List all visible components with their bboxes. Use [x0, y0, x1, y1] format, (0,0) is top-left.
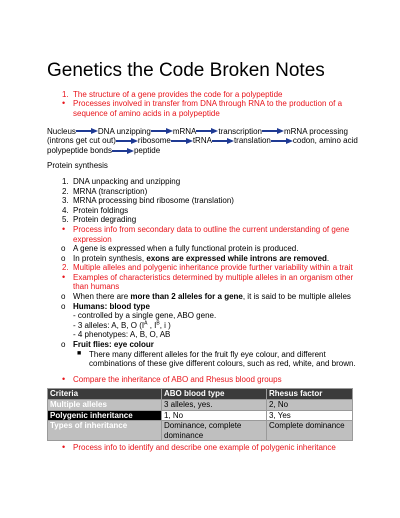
arrow-right-icon: [116, 138, 138, 144]
list-marker: 1.: [62, 89, 69, 99]
list-item: [47, 273, 363, 292]
note-line: - controlled by a single gene, ABO gene.: [73, 311, 217, 321]
list-item-text: Processes involved in transfer from DNA through RNA to the production of a sequence of amino acids in a polypeptide: [73, 99, 343, 118]
comparison-table: [47, 388, 353, 441]
list-item-text: A gene is expressed when a fully functional protein is produced.: [73, 244, 299, 254]
list-item-text: Process info to identify and describe one example of polygenic inheritance: [73, 443, 336, 453]
note-line: - 3 alleles: A, B, O ($I^A$ , $I^B$, i ): [73, 320, 171, 330]
flow-step: mRNA processing (introns get cut out): [47, 126, 348, 146]
flow-step: codon, amino acid: [292, 136, 358, 146]
subheading: Humans: blood type: [73, 301, 150, 311]
list-item-text: Protein foldings: [73, 205, 129, 215]
emphasis-text: exons are expressed while introns are removed: [146, 253, 327, 263]
circle-bullet-icon: o: [61, 292, 66, 302]
arrow-right-icon: [151, 128, 173, 134]
flow-step: mRNA: [172, 126, 197, 136]
flow-step: ribosome: [137, 136, 171, 146]
flow-step: tRNA: [192, 136, 212, 146]
list-item: [47, 187, 363, 197]
list-item: [47, 375, 363, 385]
synthesis-steps: [47, 177, 363, 225]
list-item-text: When there are more than 2 alleles for a gene, it is said to be multiple alleles: [73, 292, 351, 302]
bullet-icon: •: [62, 98, 66, 109]
list-marker: 1.: [62, 176, 69, 186]
table-header-cell: Rhesus factor: [267, 389, 353, 400]
flow-step: Nucleus: [47, 126, 76, 136]
flow-step: translation: [233, 136, 271, 146]
list-marker: 4.: [62, 205, 69, 215]
list-item-text: Multiple alleles and polygenic inheritance provide further variability within a trait: [73, 263, 353, 273]
table-cell: 1, No: [162, 410, 267, 421]
list-item: [47, 206, 363, 216]
table-header-row: [48, 389, 353, 400]
list-item: [47, 196, 363, 206]
list-marker: 5.: [62, 215, 69, 225]
arrow-right-icon: [262, 128, 284, 134]
list-item-text: Process info from secondary data to outline the current understanding of gene expression: [73, 224, 350, 244]
table-cell: 3 alleles, yes.: [162, 400, 267, 411]
note-line: - 4 phenotypes: A, B, O, AB: [73, 330, 171, 340]
list-item-text: DNA unpacking and unzipping: [73, 176, 181, 186]
list-item: [47, 244, 363, 254]
circle-bullet-icon: o: [61, 301, 66, 311]
table-cell: Dominance, complete dominance: [162, 421, 267, 441]
square-bullet-icon: ■: [77, 349, 82, 357]
list-item: [47, 350, 363, 369]
arrow-right-icon: [271, 138, 293, 144]
table-row: [48, 421, 353, 441]
list-item-text: Protein degrading: [73, 215, 137, 225]
arrow-right-icon: [112, 148, 134, 154]
list-marker: 3.: [62, 196, 69, 206]
table-header-cell: Criteria: [48, 389, 162, 400]
bullet-icon: •: [62, 223, 66, 234]
table-row-header: Polygenic inheritance: [48, 410, 162, 421]
circle-bullet-icon: o: [61, 253, 66, 263]
arrow-right-icon: [212, 138, 234, 144]
list-item: [47, 443, 363, 453]
table-cell: Complete dominance: [267, 421, 353, 441]
list-item: [47, 292, 363, 302]
page-title: Genetics the Code Broken Notes: [47, 60, 325, 81]
list-item: [47, 99, 363, 118]
list-marker: 2.: [62, 263, 69, 273]
table-row-header: Multiple alleles: [48, 400, 162, 411]
list-item-text: In protein synthesis, exons are expressed while introns are removed.: [73, 253, 330, 263]
intro-list: [47, 90, 363, 119]
arrow-right-icon: [196, 128, 218, 134]
list-item-text: Compare the inheritance of ABO and Rhesus blood groups: [73, 374, 282, 384]
flow-step: peptide: [133, 145, 161, 155]
table-header-cell: ABO blood type: [162, 389, 267, 400]
circle-bullet-icon: o: [61, 340, 66, 350]
flow-step: DNA unzipping: [97, 126, 151, 136]
list-item: [47, 302, 363, 340]
document-page: [47, 60, 363, 453]
arrow-right-icon: [171, 138, 193, 144]
list-marker: 2.: [62, 186, 69, 196]
list-item: [47, 225, 363, 244]
list-item: [47, 215, 363, 225]
table-row-header: Types of inheritance: [48, 421, 162, 441]
bullet-icon: •: [62, 373, 66, 384]
flow-step: polypeptide bonds: [47, 145, 112, 155]
table-cell: 2, No: [267, 400, 353, 411]
subheading: Fruit flies: eye colour: [73, 340, 154, 350]
arrow-right-icon: [76, 128, 98, 134]
circle-bullet-icon: o: [61, 244, 66, 254]
flow-step: transcription: [218, 126, 262, 136]
list-item-text: Examples of characteristics determined by multiple alleles in an organism other than humans: [73, 272, 354, 292]
list-item: [47, 254, 363, 264]
bullet-icon: •: [62, 271, 66, 282]
list-item: [47, 177, 363, 187]
list-item-text: There many different alleles for the fruit fly eye colour, and different combinations of these give different colours, such as red, white, and brown.: [89, 349, 356, 369]
emphasis-text: more than 2 alleles for a gene: [130, 292, 243, 302]
list-item-text: The structure of a gene provides the code for a polypeptide: [73, 89, 283, 99]
table-row: [48, 410, 353, 421]
notes-list: [47, 225, 363, 369]
table-cell: 3, Yes: [267, 410, 353, 421]
process-flow: [47, 127, 363, 156]
bullet-icon: •: [62, 442, 66, 453]
list-item: [47, 90, 363, 100]
list-item-text: MRNA processing bind ribosome (translation): [73, 196, 234, 206]
list-item-text: MRNA (transcription): [73, 186, 148, 196]
list-item: [47, 340, 363, 350]
list-item: [47, 263, 363, 273]
section-heading: Protein synthesis: [47, 161, 108, 171]
table-row: [48, 400, 353, 411]
